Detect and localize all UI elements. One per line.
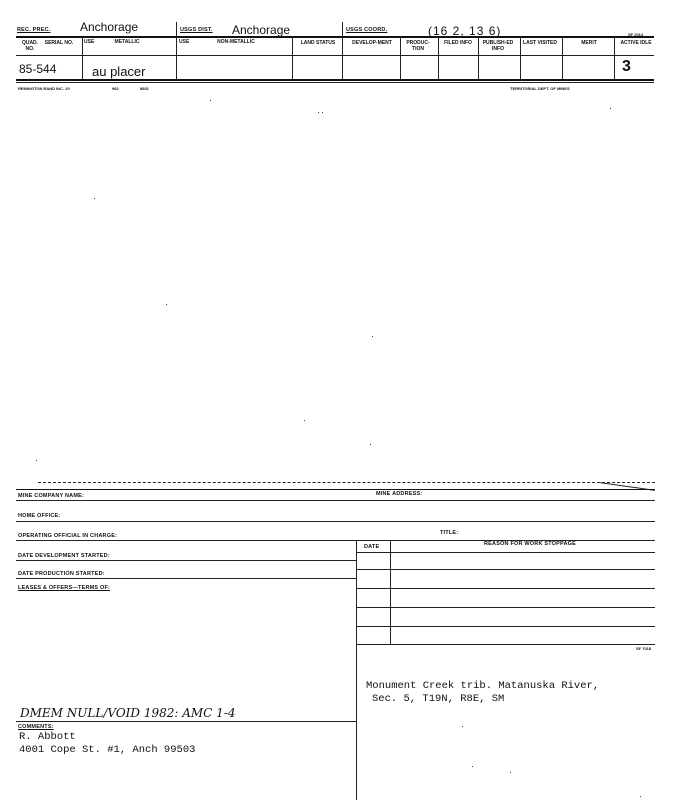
divider-usgs-coord [342, 22, 343, 80]
printer-name: REMINGTON RAND INC. 20 [18, 86, 70, 91]
rec-prec-label: REC. PREC. [17, 27, 51, 33]
active-idle-mark: 3 [622, 58, 631, 75]
col-use-metallic: USE [84, 39, 95, 45]
row-bottom-rule [16, 79, 654, 81]
col-quad-no: QUAD. NO. [21, 40, 39, 52]
header-bottom-rule [16, 36, 654, 38]
mine-address-label: MINE ADDRESS: [376, 491, 423, 497]
divider-filed [438, 37, 439, 79]
quad-serial-value: 85-544 [19, 62, 57, 76]
usgs-dist-value: Anchorage [232, 23, 291, 37]
date-dev-rule [16, 560, 356, 561]
operating-official-label: OPERATING OFFICIAL IN CHARGE: [18, 533, 118, 539]
divider-merit [562, 37, 563, 79]
speck [322, 112, 323, 113]
leases-label: LEASES & OFFERS—TERMS OF: [18, 585, 111, 591]
speck [510, 772, 511, 773]
location-line-2: Sec. 5, T19N, R8E, SM [372, 693, 505, 705]
date-label: DATE [364, 544, 380, 550]
speck [610, 108, 611, 109]
comments-rule [16, 721, 356, 722]
date-production-label: DATE PRODUCTION STARTED: [18, 571, 105, 577]
reason-row-1 [356, 552, 655, 553]
usgs-coord-value: (16 2, 13 6) [428, 24, 502, 38]
comment-line-2: 4001 Cope St. #1, Anch 99503 [19, 744, 196, 756]
col-filed-info: FILED INFO [444, 40, 472, 46]
handwritten-note: DMEM NULL/VOID 1982: AMC 1-4 [20, 706, 236, 720]
col-land-status: LAND STATUS [300, 40, 336, 46]
col-last-visited: LAST VISITED [523, 40, 557, 46]
col-metallic: METALLIC [114, 39, 140, 45]
divider-published [478, 37, 479, 79]
speck [640, 796, 641, 797]
lower-top-rule [38, 482, 655, 483]
form-number-2: SF 7018 [636, 646, 652, 651]
col-serial-no: SERIAL NO. [44, 40, 74, 46]
rec-prec-value: Anchorage [80, 20, 139, 34]
speck [372, 336, 373, 337]
printer-code-1: 982 [112, 86, 119, 91]
dept-name: TERRITORIAL DEPT. OF MINES [510, 86, 570, 91]
date-column-divider [390, 540, 391, 644]
col-development: DEVELOP-MENT [352, 40, 392, 46]
row-bottom-rule-2 [16, 82, 654, 83]
usgs-coord-label: USGS COORD. [346, 27, 388, 33]
comments-label: COMMENTS: [18, 724, 54, 730]
col-active-idle: ACTIVE IDLE [620, 40, 652, 46]
col-non-metallic: NON-METALLIC [217, 39, 255, 45]
usgs-dist-label: USGS DIST. [180, 27, 213, 33]
home-office-rule [16, 521, 655, 522]
mine-company-label: MINE COMPANY NAME: [18, 493, 85, 499]
reason-row-4 [356, 607, 655, 608]
speck [304, 420, 305, 421]
reason-row-6 [356, 644, 655, 645]
title-label: TITLE: [440, 530, 459, 536]
home-office-label: HOME OFFICE: [18, 513, 61, 519]
reason-row-2 [356, 569, 655, 570]
divider-nonmetallic [176, 37, 177, 79]
divider-production [400, 37, 401, 79]
divider-use [82, 37, 83, 79]
speck [210, 100, 211, 101]
speck [36, 460, 37, 461]
col-use-nonmetallic: USE [179, 39, 190, 45]
col-production: PRODUC-TION [406, 40, 430, 52]
column-header-rule [16, 55, 654, 56]
col-merit: MERIT [581, 40, 597, 46]
divider-last-visited [520, 37, 521, 79]
speck [472, 766, 473, 767]
company-rule [16, 500, 655, 501]
form-number: SF 2014 [628, 32, 644, 37]
printer-code-2: 8801 [140, 86, 149, 91]
divider-active [614, 37, 615, 79]
speck [318, 112, 319, 113]
lower-header-rule [16, 489, 655, 490]
location-line-1: Monument Creek trib. Matanuska River, [366, 680, 600, 692]
center-divider [356, 540, 357, 800]
speck [462, 726, 463, 727]
divider-land [292, 37, 293, 79]
date-prod-rule [16, 578, 356, 579]
speck [166, 304, 167, 305]
speck [370, 444, 371, 445]
reason-row-3 [356, 588, 655, 589]
reason-label: REASON FOR WORK STOPPAGE [484, 541, 576, 547]
reason-row-5 [356, 626, 655, 627]
metallic-value: au placer [92, 64, 146, 79]
col-published-info: PUBLISH-ED INFO [482, 40, 514, 52]
comment-line-1: R. Abbott [19, 731, 76, 743]
date-development-label: DATE DEVELOPMENT STARTED: [18, 553, 110, 559]
speck [94, 198, 95, 199]
